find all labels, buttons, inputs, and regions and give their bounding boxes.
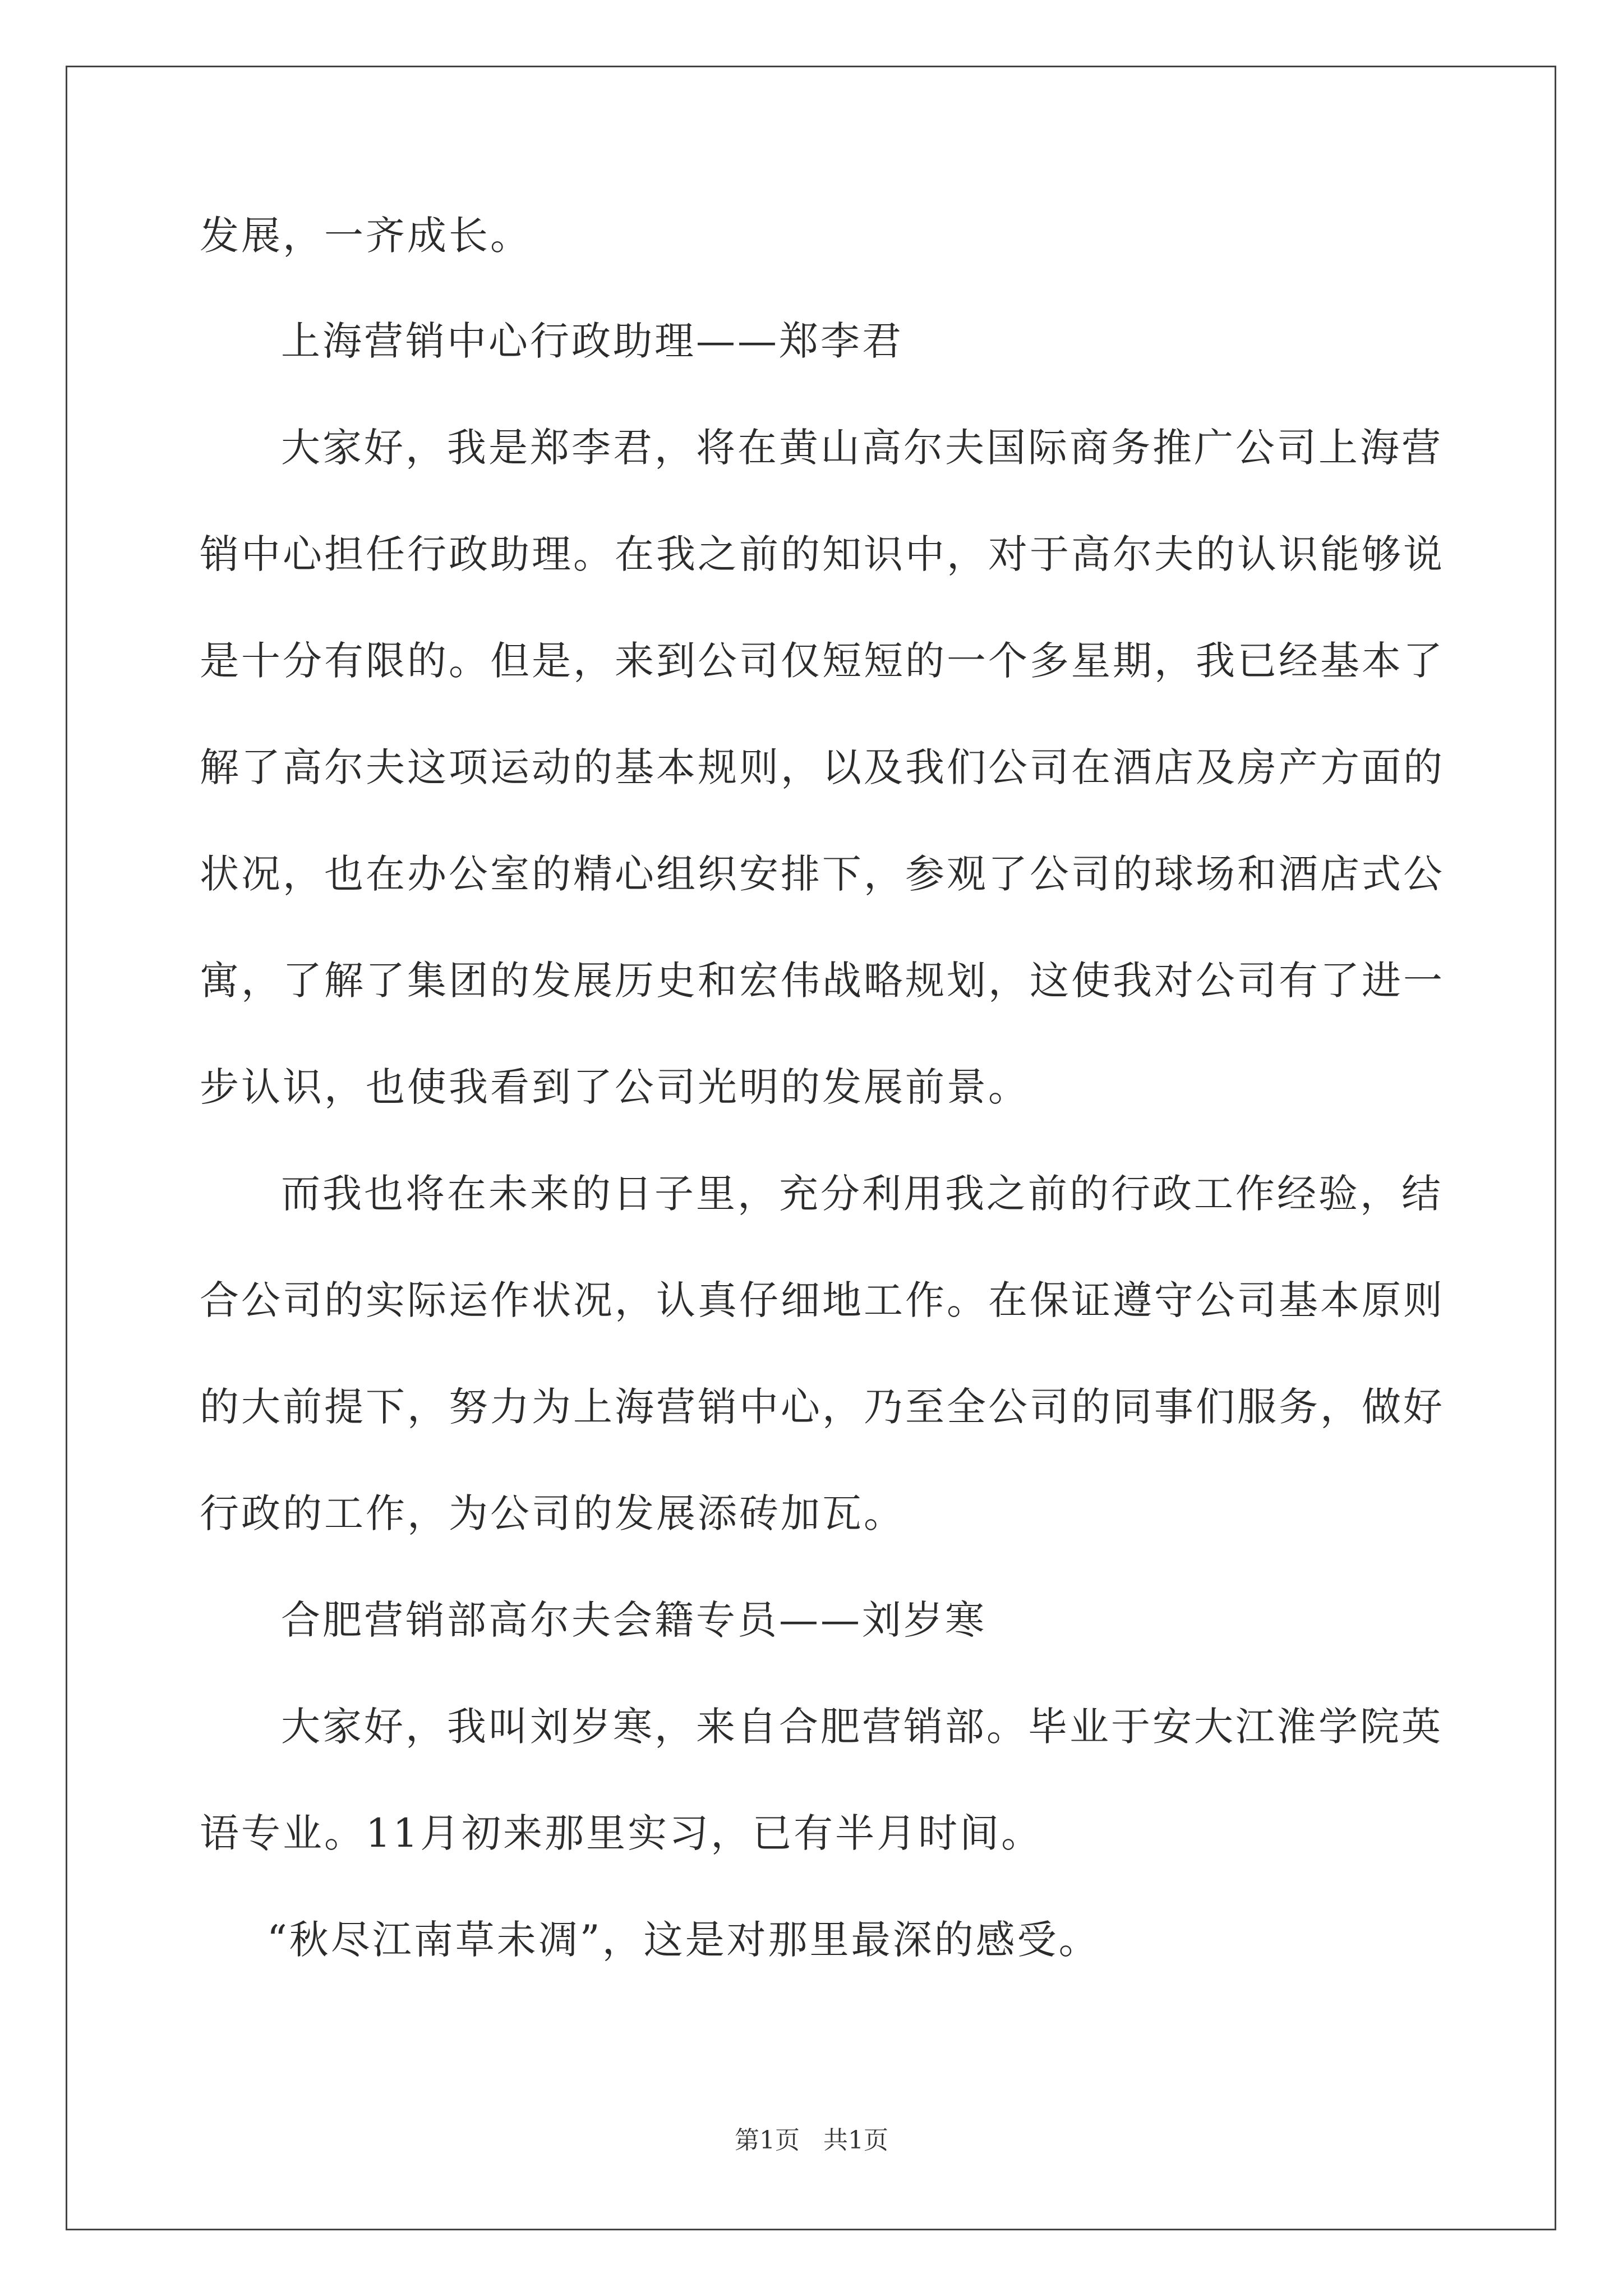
body-line: 发展，一齐成长。 bbox=[200, 213, 532, 259]
section-heading-zheng-lijun: 上海营销中心行政助理——郑李君 bbox=[281, 318, 903, 364]
body-line: 合公司的实际运作状况，认真仔细地工作。在保证遵守公司基本原则 bbox=[200, 1277, 1445, 1323]
page-number-footer: 第1页 共1页 bbox=[735, 2126, 888, 2155]
body-line: 寓，了解了集团的发展历史和宏伟战略规划，这使我对公司有了进一 bbox=[200, 958, 1445, 1004]
body-line: 的大前提下，努力为上海营销中心，乃至全公司的同事们服务，做好 bbox=[200, 1384, 1445, 1430]
body-line: 大家好，我叫刘岁寒，来自合肥营销部。毕业于安大江淮学院英 bbox=[281, 1704, 1443, 1750]
body-line: 步认识，也使我看到了公司光明的发展前景。 bbox=[200, 1064, 1030, 1110]
page-border bbox=[66, 66, 1556, 2230]
body-line: 行政的工作，为公司的发展添砖加瓦。 bbox=[200, 1490, 905, 1536]
body-line: 大家好，我是郑李君，将在黄山高尔夫国际商务推广公司上海营 bbox=[281, 425, 1443, 471]
body-line: 是十分有限的。但是，来到公司仅短短的一个多星期，我已经基本了 bbox=[200, 638, 1445, 684]
section-heading-liu-suihan: 合肥营销部高尔夫会籍专员——刘岁寒 bbox=[281, 1597, 986, 1643]
body-line: 解了高尔夫这项运动的基本规则，以及我们公司在酒店及房产方面的 bbox=[200, 744, 1445, 790]
body-line: 销中心担任行政助理。在我之前的知识中，对于高尔夫的认识能够说 bbox=[200, 531, 1445, 577]
body-line: 语专业。11月初来那里实习，已有半月时间。 bbox=[200, 1810, 1043, 1856]
body-line: 状况，也在办公室的精心组织安排下，参观了公司的球场和酒店式公 bbox=[200, 851, 1445, 897]
body-line: “秋尽江南草未凋”，这是对那里最深的感受。 bbox=[267, 1917, 1100, 1963]
body-line: 而我也将在未来的日子里，充分利用我之前的行政工作经验，结 bbox=[281, 1171, 1443, 1217]
